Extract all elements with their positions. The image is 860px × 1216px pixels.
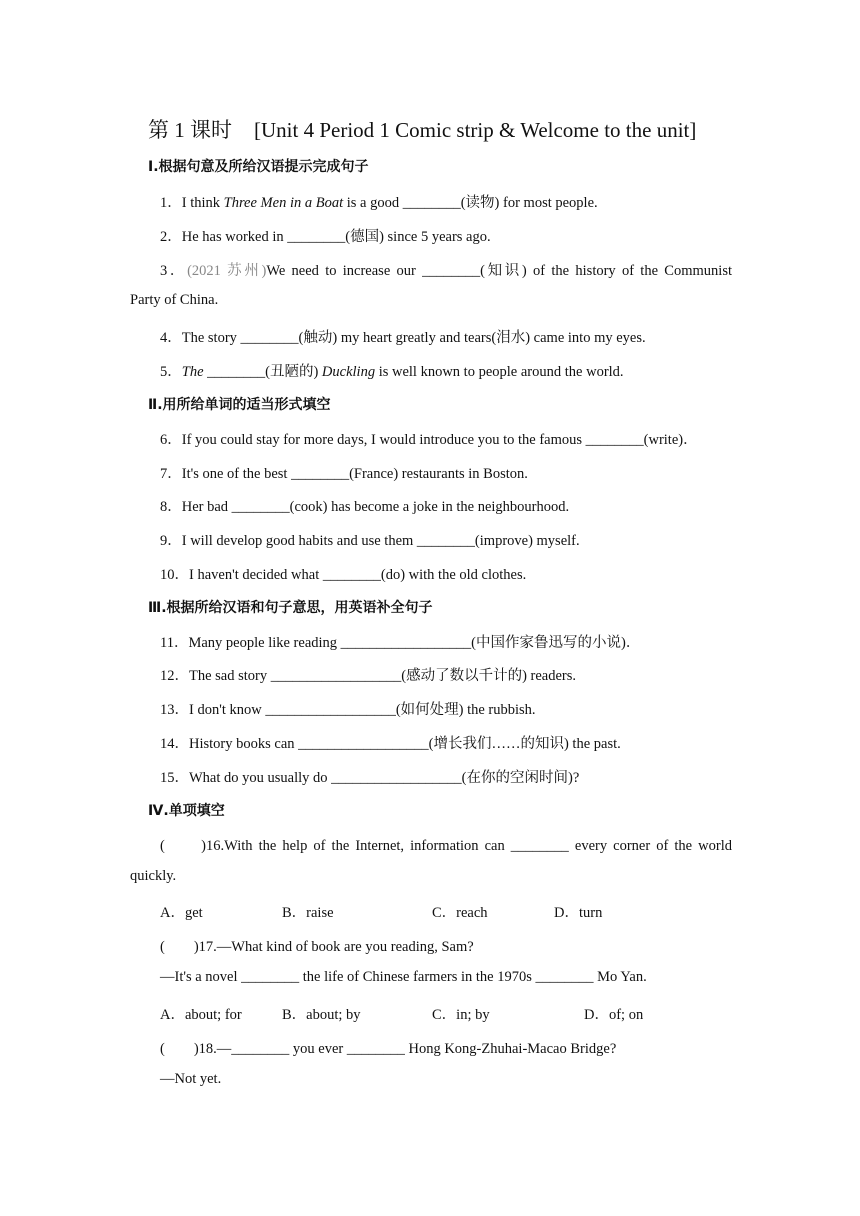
question-15: 15．What do you usually do __________________(在你的空闲时间)?: [160, 770, 580, 786]
question-7: 7．It's one of the best ________(France) restaurants in Boston.: [160, 466, 528, 482]
source-tag: (2021 苏州): [187, 263, 267, 279]
title-en: [Unit 4 Period 1 Comic strip & Welcome to the unit]: [254, 118, 697, 142]
option-a: A．about; for: [160, 1007, 242, 1023]
question-5: 5．The ________(丑陋的) Duckling is well known to people around the world.: [160, 364, 624, 380]
question-14: 14．History books can __________________(增长我们……的知识) the past.: [160, 736, 621, 752]
section-4-heading: Ⅳ.单项填空: [148, 803, 225, 819]
question-4: 4．The story ________(触动) my heart greatly and tears(泪水) came into my eyes.: [160, 330, 646, 346]
question-18-answer-line: —Not yet.: [160, 1071, 222, 1087]
question-8: 8．Her bad ________(cook) has become a joke in the neighbourhood.: [160, 499, 570, 515]
section-3-heading: Ⅲ.根据所给汉语和句子意思，用英语补全句子: [148, 600, 433, 616]
title-cn: 第 1 课时: [148, 118, 232, 142]
option-b: B．about; by: [282, 1007, 361, 1023]
question-16: ( )16.With the help of the Internet, information can ________ every corner of the world: [160, 838, 732, 854]
question-3-continued: Party of China.: [130, 292, 219, 308]
question-10: 10．I haven't decided what ________(do) with the old clothes.: [160, 567, 527, 583]
option-c: C．in; by: [432, 1007, 490, 1023]
section-1-heading: Ⅰ.根据句意及所给汉语提示完成句子: [148, 159, 369, 175]
question-16-continued: quickly.: [130, 868, 177, 884]
question-12: 12．The sad story __________________(感动了数以千计的) readers.: [160, 668, 577, 684]
option-b: B．raise: [282, 905, 334, 921]
option-d: D．of; on: [584, 1007, 644, 1023]
option-c: C．reach: [432, 905, 488, 921]
option-d: D．turn: [554, 905, 603, 921]
question-11: 11．Many people like reading __________________(中国作家鲁迅写的小说)．: [160, 635, 641, 651]
option-a: A．get: [160, 905, 203, 921]
page-title: [148, 114, 696, 144]
question-1: 1．I think Three Men in a Boat is a good ________(读物) for most people.: [160, 195, 598, 211]
question-17-answer-line: —It's a novel ________ the life of Chinese farmers in the 1970s ________ Mo Yan.: [160, 969, 647, 985]
question-13: 13．I don't know __________________(如何处理) the rubbish.: [160, 702, 536, 718]
question-17: ( )17.—What kind of book are you reading, Sam?: [160, 939, 474, 955]
question-3: 3．(2021 苏州)We need to increase our ________(知识) of the history of the Communist: [160, 263, 732, 279]
question-9: 9．I will develop good habits and use them ________(improve) myself.: [160, 533, 580, 549]
book-title: Three Men in a Boat: [223, 195, 344, 211]
question-18: ( )18.—________ you ever ________ Hong Kong-Zhuhai-Macao Bridge?: [160, 1041, 617, 1057]
question-2: 2．He has worked in ________(德国) since 5 years ago.: [160, 229, 491, 245]
section-2-heading: Ⅱ.用所给单词的适当形式填空: [148, 397, 331, 413]
question-6: 6．If you could stay for more days, I would introduce you to the famous ________(write)．: [160, 432, 698, 448]
